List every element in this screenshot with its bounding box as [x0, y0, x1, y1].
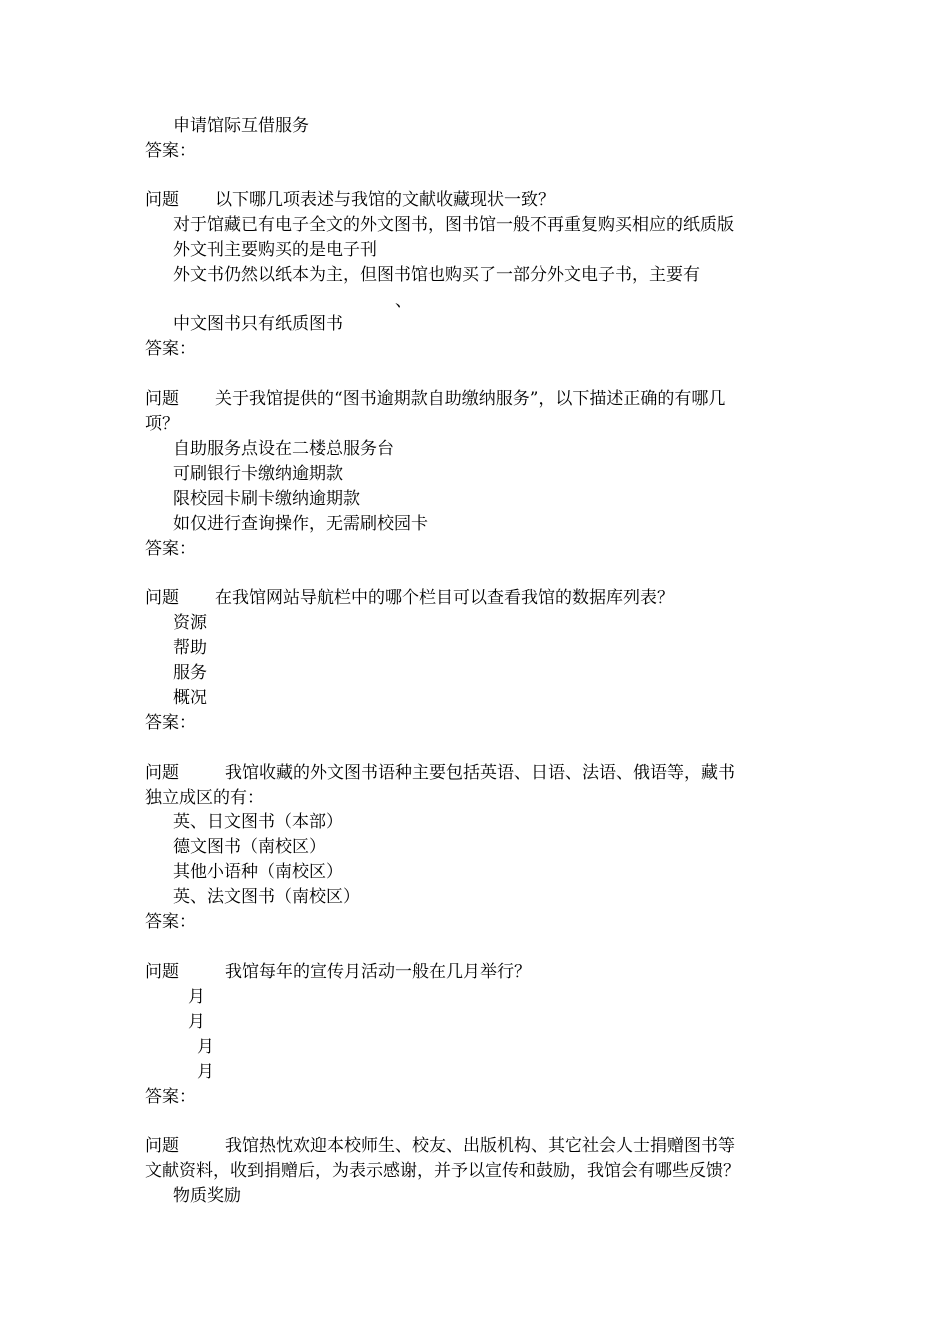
- option-text: 外文刊主要购买的是电子刊: [173, 240, 377, 260]
- question-label: 问题: [145, 389, 179, 409]
- question-label: 问题: [145, 190, 179, 210]
- answer-label: 答案：: [145, 912, 196, 932]
- question-text: 以下哪几项表述与我馆的文献收藏现状一致？: [215, 190, 555, 210]
- option-text: 资源: [173, 613, 207, 633]
- answer-label: 答案：: [145, 713, 196, 733]
- option-text: 英、日文图书（本部）: [173, 812, 343, 832]
- question-text: 在我馆网站导航栏中的哪个栏目可以查看我馆的数据库列表？: [215, 588, 674, 608]
- question-label: 问题: [145, 763, 179, 783]
- option-text: 对于馆藏已有电子全文的外文图书，图书馆一般不再重复购买相应的纸质版: [173, 215, 734, 235]
- question-text: 我馆每年的宣传月活动一般在几月举行？: [225, 962, 531, 982]
- option-text: 月: [197, 1037, 214, 1057]
- question-text-continued: 文献资料，收到捐赠后，为表示感谢，并予以宣传和鼓励，我馆会有哪些反馈？: [145, 1161, 740, 1181]
- question-text: 我馆热忱欢迎本校师生、校友、出版机构、其它社会人士捐赠图书等: [225, 1136, 735, 1156]
- option-text: 月: [188, 1012, 205, 1032]
- option-text: 可刷银行卡缴纳逾期款: [173, 464, 343, 484]
- question-5: [145, 960, 531, 984]
- option-text: 申请馆际互借服务: [173, 116, 309, 136]
- question-3: [145, 586, 674, 610]
- answer-label: 答案：: [145, 1087, 196, 1107]
- option-text: 德文图书（南校区）: [173, 837, 326, 857]
- option-text: 限校园卡刷卡缴纳逾期款: [173, 489, 360, 509]
- option-text: 英、法文图书（南校区）: [173, 887, 360, 907]
- question-4: [145, 761, 735, 785]
- answer-label: 答案：: [145, 539, 196, 559]
- answer-label: 答案：: [145, 339, 196, 359]
- option-text: 、: [395, 291, 412, 311]
- option-text: 概况: [173, 688, 207, 708]
- question-text-continued: 项？: [145, 414, 179, 434]
- question-6: [145, 1134, 735, 1158]
- question-label: 问题: [145, 588, 179, 608]
- option-text: 帮助: [173, 638, 207, 658]
- question-text: 我馆收藏的外文图书语种主要包括英语、日语、法语、俄语等，藏书: [225, 763, 735, 783]
- answer-label: 答案：: [145, 141, 196, 161]
- option-text: 其他小语种（南校区）: [173, 862, 343, 882]
- option-text: 服务: [173, 663, 207, 683]
- option-text: 外文书仍然以纸本为主，但图书馆也购买了一部分外文电子书，主要有: [173, 265, 700, 285]
- option-text: 物质奖励: [173, 1186, 241, 1206]
- option-text: 自助服务点设在二楼总服务台: [173, 439, 394, 459]
- option-text: 中文图书只有纸质图书: [173, 314, 343, 334]
- question-text-continued: 独立成区的有：: [145, 788, 264, 808]
- question-text: 关于我馆提供的“图书逾期款自助缴纳服务”，以下描述正确的有哪几: [215, 389, 726, 409]
- question-label: 问题: [145, 1136, 179, 1156]
- question-label: 问题: [145, 962, 179, 982]
- option-text: 月: [188, 987, 205, 1007]
- option-text: 如仅进行查询操作，无需刷校园卡: [173, 514, 428, 534]
- option-text: 月: [197, 1062, 214, 1082]
- question-1: [145, 188, 555, 212]
- question-2: [145, 387, 725, 411]
